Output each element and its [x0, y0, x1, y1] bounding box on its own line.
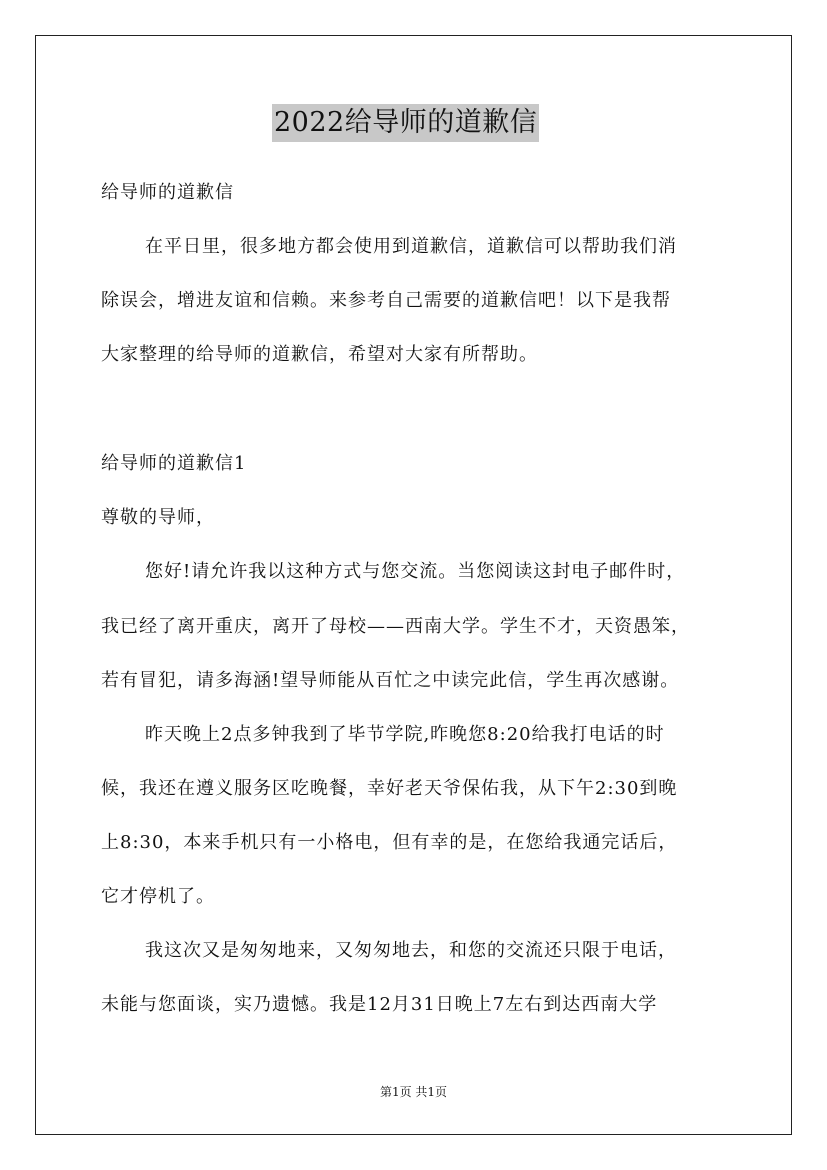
body-line: 若有冒犯，请多海涵!望导师能从百忙之中读完此信，学生再次感谢。: [101, 670, 680, 691]
salutation: 尊敬的导师，: [101, 507, 215, 528]
document-title: 2022给导师的道歉信: [272, 104, 539, 142]
body-line: 它才停机了。: [101, 886, 215, 907]
intro-line: 除误会，增进友谊和信赖。来参考自己需要的道歉信吧！以下是我帮: [101, 290, 671, 311]
intro-line: 在平日里，很多地方都会使用到道歉信，道歉信可以帮助我们消: [145, 236, 677, 257]
body-line: 我这次又是匆匆地来，又匆匆地去，和您的交流还只限于电话，: [145, 940, 677, 961]
intro-line: 大家整理的给导师的道歉信，希望对大家有所帮助。: [101, 344, 538, 365]
page-number: 第1页 共1页: [379, 1085, 448, 1099]
section-heading: 给导师的道歉信1: [101, 453, 247, 474]
body-line: 候，我还在遵义服务区吃晚餐，幸好老天爷保佑我，从下午2:30到晚: [101, 778, 678, 799]
body-line: 未能与您面谈，实乃遗憾。我是12月31日晚上7左右到达西南大学: [101, 994, 658, 1015]
body-line: 昨天晚上2点多钟我到了毕节学院,昨晚您8:20给我打电话的时: [145, 724, 665, 745]
body-line: 上8:30，本来手机只有一小格电，但有幸的是，在您给我通完话后，: [101, 832, 678, 853]
subtitle: 给导师的道歉信: [101, 182, 234, 203]
body-line: 我已经了离开重庆，离开了母校——西南大学。学生不才，天资愚笨，: [101, 616, 690, 637]
body-line: 您好!请允许我以这种方式与您交流。当您阅读这封电子邮件时，: [145, 561, 686, 582]
